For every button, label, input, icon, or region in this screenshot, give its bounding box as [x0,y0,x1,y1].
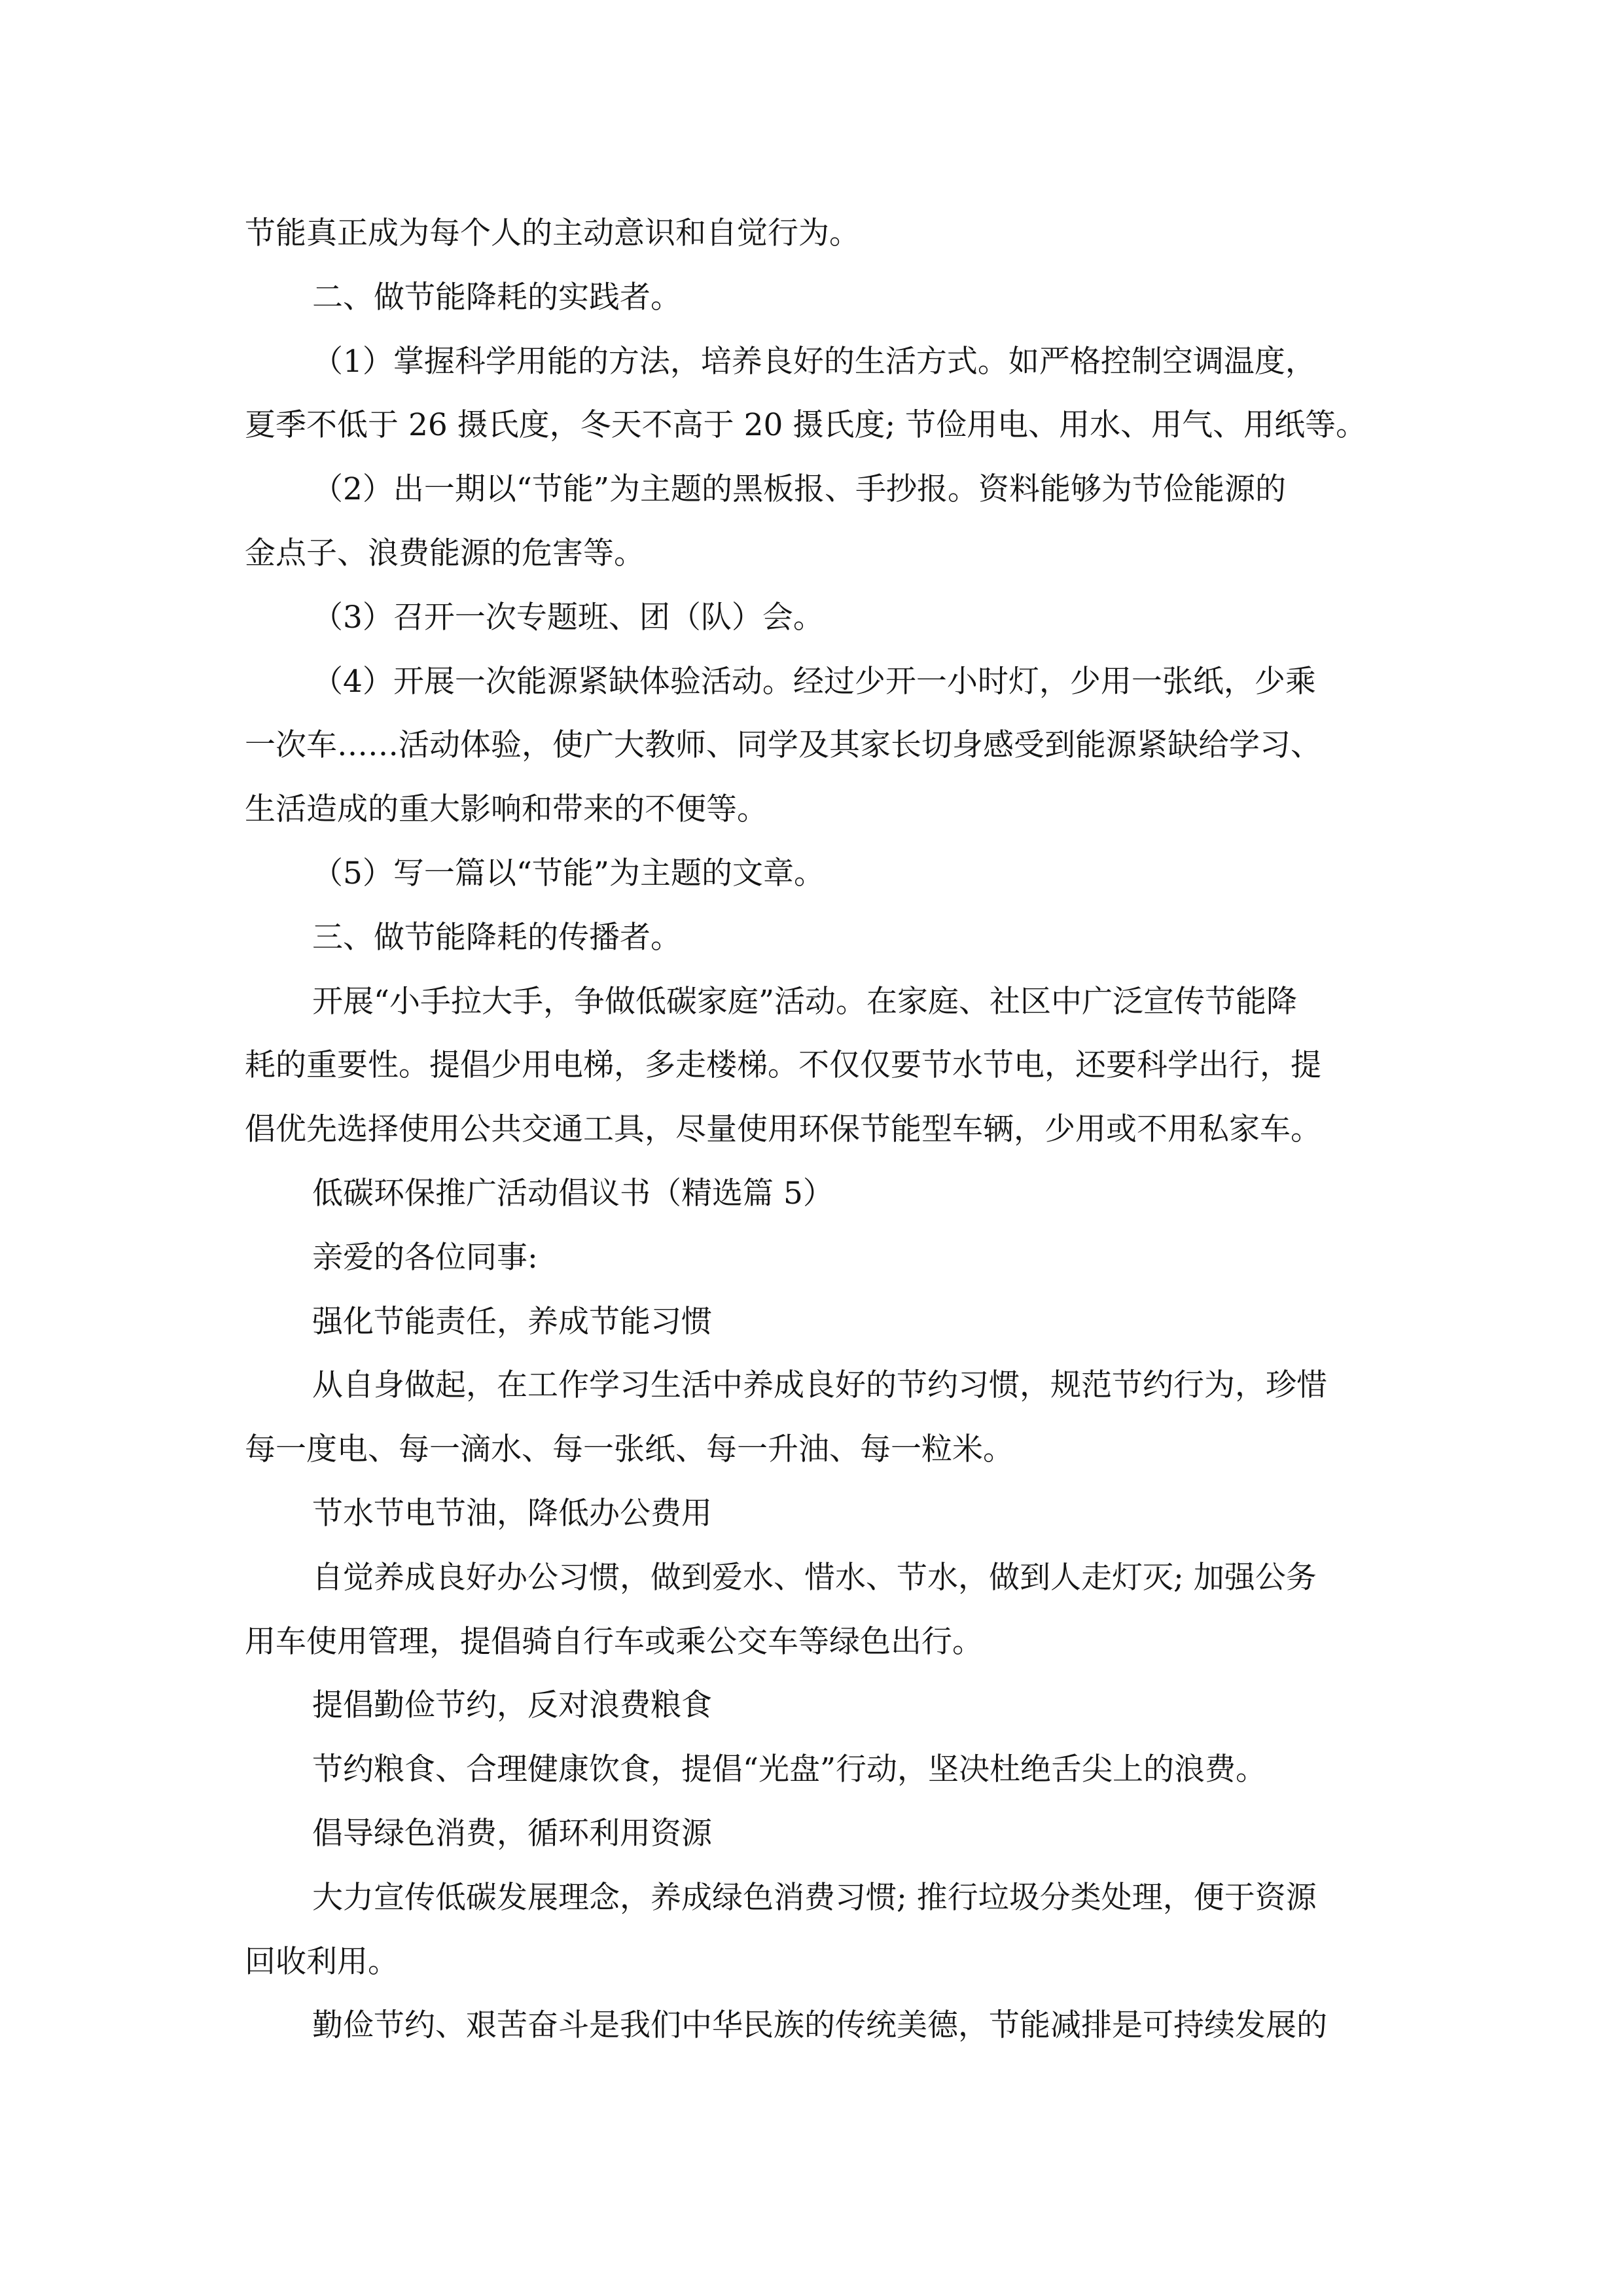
text-line: 回收利用。 [245,1943,399,1980]
text-line: 低碳环保推广活动倡议书（精选篇 5） [312,1175,834,1211]
text-line: （4）开展一次能源紧缺体验活动。经过少开一小时灯，少用一张纸，少乘 [312,663,1316,700]
text-line: 节能真正成为每个人的主动意识和自觉行为。 [245,215,860,251]
text-line: 勤俭节约、艰苦奋斗是我们中华民族的传统美德，节能减排是可持续发展的 [312,2007,1327,2044]
text-line: 倡导绿色消费，循环利用资源 [312,1815,712,1852]
text-line: 金点子、浪费能源的危害等。 [245,535,645,571]
text-line: （5）写一篇以“节能”为主题的文章。 [312,855,825,891]
text-line: （1）掌握科学用能的方法，培养良好的生活方式。如严格控制空调温度， [312,343,1316,380]
text-line: 提倡勤俭节约，反对浪费粮食 [312,1687,712,1724]
text-line: 生活造成的重大影响和带来的不便等。 [245,791,768,828]
text-line: 用车使用管理，提倡骑自行车或乘公交车等绿色出行。 [245,1623,983,1660]
text-line: 耗的重要性。提倡少用电梯，多走楼梯。不仅仅要节水节电，还要科学出行，提 [245,1047,1321,1084]
text-line: 二、做节能降耗的实践者。 [312,279,681,315]
text-line: 倡优先选择使用公共交通工具，尽量使用环保节能型车辆，少用或不用私家车。 [245,1111,1321,1148]
text-line: 节约粮食、合理健康饮食，提倡“光盘”行动，坚决杜绝舌尖上的浪费。 [312,1751,1267,1788]
text-line: 亲爱的各位同事: [312,1239,538,1276]
text-line: （3）召开一次专题班、团（队）会。 [312,599,824,636]
text-line: 自觉养成良好办公习惯，做到爱水、惜水、节水，做到人走灯灭; 加强公务 [312,1559,1317,1596]
text-line: 每一度电、每一滴水、每一张纸、每一升油、每一粒米。 [245,1431,1014,1468]
text-line: （2）出一期以“节能”为主题的黑板报、手抄报。资料能够为节俭能源的 [312,471,1286,508]
text-line: 节水节电节油，降低办公费用 [312,1495,712,1532]
text-line: 一次车……活动体验，使广大教师、同学及其家长切身感受到能源紧缺给学习、 [245,727,1321,764]
text-line: 从自身做起，在工作学习生活中养成良好的节约习惯，规范节约行为，珍惜 [312,1367,1327,1404]
text-line: 大力宣传低碳发展理念，养成绿色消费习惯; 推行垃圾分类处理，便于资源 [312,1879,1317,1916]
text-line: 强化节能责任，养成节能习惯 [312,1303,712,1340]
document-body [245,202,1397,2058]
text-line: 三、做节能降耗的传播者。 [312,919,681,956]
text-line: 开展“小手拉大手，争做低碳家庭”活动。在家庭、社区中广泛宣传节能降 [312,983,1298,1020]
text-line: 夏季不低于 26 摄氏度，冬天不高于 20 摄氏度; 节俭用电、用水、用气、用纸等。 [245,407,1367,444]
